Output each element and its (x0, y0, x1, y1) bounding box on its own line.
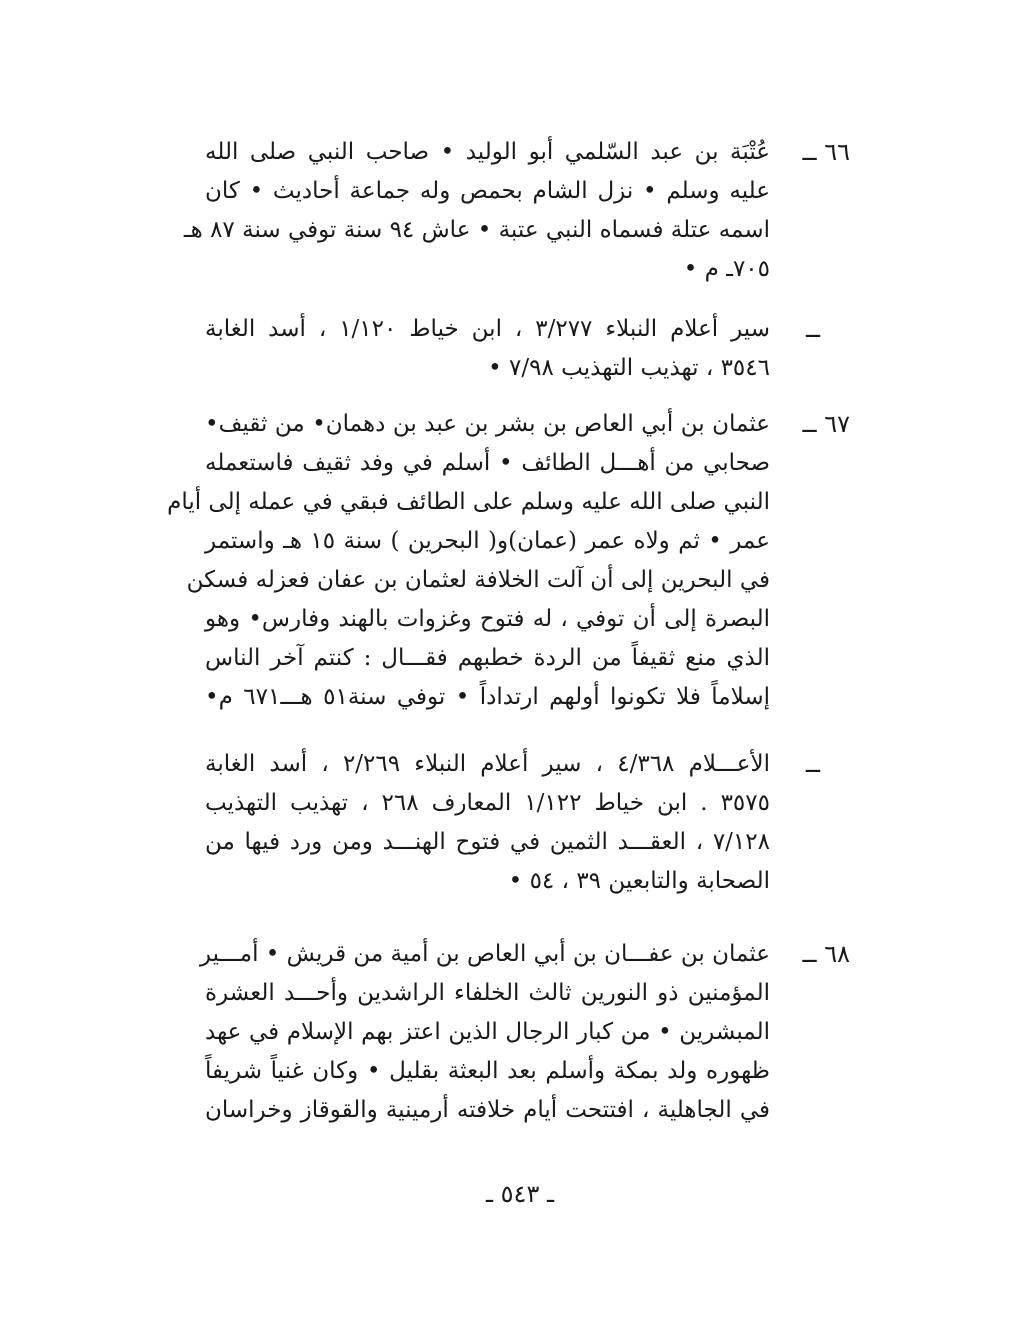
sources-dash: ــ (805, 315, 820, 343)
entry-text-line: المؤمنين ذو النورين ثالث الخلفاء الراشدين وأحـــد العشرة (205, 980, 770, 1006)
entry-text-line: في الجاهلية ، افتتحت أيام خلافته أرمينية والقوقاز وخراسان (205, 1097, 770, 1123)
entry-text-line: النبي صلى الله عليه وسلم على الطائف فبقي في عمله إلى أيام (167, 489, 770, 515)
sources-text-line: ٣٥٧٥ . ابن خياط ١/١٢٢ المعارف ٢٦٨ ، تهذيب التهذيب (205, 790, 770, 816)
entry-text-line: عثمان بن عفـــان بن أبي العاص بن أمية من قريش • أمـــير (199, 941, 770, 967)
entry-text-line: ٧٠٥ـ م • (683, 256, 770, 282)
sources-67 (190, 745, 850, 905)
sources-text-line: الصحابة والتابعين ٣٩ ، ٥٤ • (508, 868, 770, 894)
entry-text-line: البصرة إلى أن توفي ، له فتوح وغزوات بالهند وفارس• وهو (205, 606, 770, 632)
entry-text-line: عثمان بن أبي العاص بن بشر بن عبد بن دهمان• من ثقيف• (205, 411, 770, 437)
entry-text-line: المبشرين • من كبار الرجال الذين اعتز بهم الإسلام في عهد (205, 1019, 770, 1045)
entry-text-line: اسمه عتلة فسماه النبي عتبة • عاش ٩٤ سنة توفي سنة ٨٧ هـ (183, 217, 770, 243)
sources-text-line: ٧/١٢٨ ، العقـــد الثمين في فتوح الهنـــد ومن ورد فيها من (205, 829, 770, 855)
entry-68 (190, 935, 850, 1135)
entry-67 (167, 405, 850, 725)
sources-text-line: الأعـــلام ٤/٣٦٨ ، سير أعلام النبلاء ٢/٢٦٩ ، أسد الغابة (205, 751, 770, 777)
entry-number: ٦٧ ــ (802, 410, 850, 438)
page-number: ـ ٥٤٣ ـ (485, 1180, 554, 1208)
entry-66 (183, 133, 850, 293)
sources-66 (190, 310, 850, 390)
entry-text-line: ظهوره ولد بمكة وأسلم بعد البعثة بقليل • وكان غنياً شريفاً (205, 1058, 770, 1084)
entry-text-line: الذي منع ثقيفاً من الردة خطبهم فقـــال : كنتم آخر الناس (205, 645, 770, 671)
entry-text-line: عمر • ثم ولاه عمر (عمان)و( البحرين ) سنة ١٥ هـ واستمر (205, 528, 770, 554)
entry-number: ٦٦ ــ (802, 138, 850, 166)
sources-text-line: ٣٥٤٦ ، تهذيب التهذيب ٧/٩٨ • (488, 355, 770, 381)
sources-text-line: سير أعلام النبلاء ٣/٢٧٧ ، ابن خياط ١/١٢٠ ، أسد الغابة (205, 316, 771, 342)
entry-text-line: في البحرين إلى أن آلت الخلافة لعثمان بن عفان فعزله فسكن (186, 567, 770, 593)
entry-text-line: عُتْبَة بن عبد السّلمي أبو الوليد • صاحب النبي صلى الله (205, 139, 770, 165)
sources-dash: ــ (805, 750, 820, 778)
entry-text-line: صحابي من أهـــل الطائف • أسلم في وفد ثقيف فاستعمله (205, 450, 770, 476)
entry-text-line: إسلاماً فلا تكونوا أولهم ارتداداً • توفي سنة٥١ هـــ٦٧١ م• (205, 684, 771, 710)
entry-number: ٦٨ ــ (802, 940, 850, 968)
entry-text-line: عليه وسلم • نزل الشام بحمص وله جماعة أحاديث • كان (205, 178, 770, 204)
